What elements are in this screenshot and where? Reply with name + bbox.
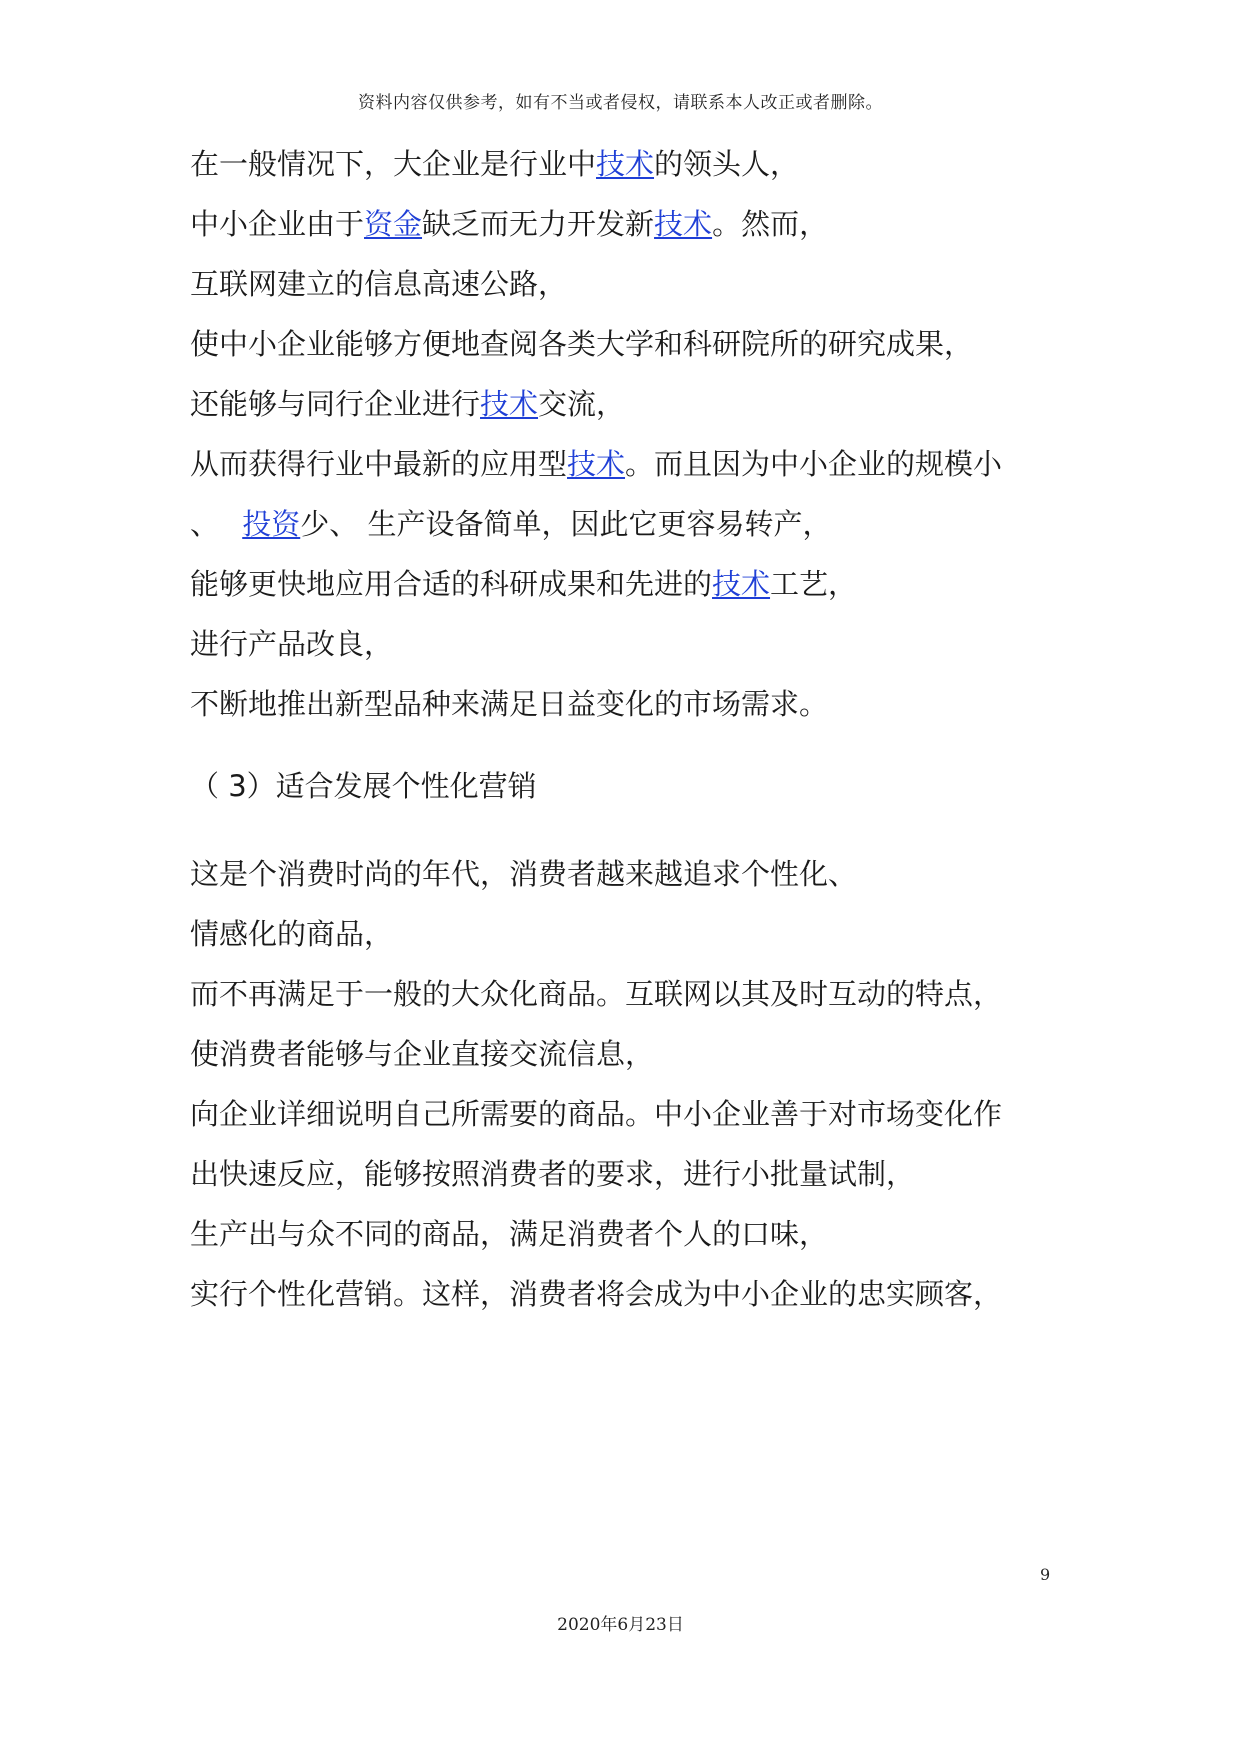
text-run: 缺乏而无力开发新: [422, 207, 655, 241]
text-run: 在一般情况下，大企业是行业中: [190, 147, 597, 181]
text-run: 的领头人，: [654, 147, 800, 181]
paragraph-line: 而不再满足于一般的大众化商品。互联网以其及时互动的特点，: [190, 977, 1003, 1011]
paragraph-line: 实行个性化营销。这样，消费者将会成为中小企业的忠实顾客，: [190, 1277, 1003, 1311]
header-disclaimer: 资料内容仅供参考，如有不当或者侵权，请联系本人改正或者删除。: [358, 93, 883, 113]
paragraph-line: [190, 386, 625, 422]
link-jishu[interactable]: 技术: [712, 567, 771, 601]
paragraph-line: 不断地推出新型品种来满足日益变化的市场需求。: [190, 687, 829, 721]
text-run: 、: [190, 507, 229, 541]
paragraph-line: 生产出与众不同的商品，满足消费者个人的口味，: [190, 1217, 829, 1251]
paragraph-line: [190, 446, 1002, 482]
text-run: 。然而，: [712, 207, 829, 241]
text-run: 。而且因为中小企业的规模小: [625, 447, 1003, 481]
paragraph-line: 出快速反应，能够按照消费者的要求，进行小批量试制，: [190, 1157, 916, 1191]
link-jishu[interactable]: 技术: [567, 447, 626, 481]
paragraph-line: 使中小企业能够方便地查阅各类大学和科研院所的研究成果，: [190, 327, 974, 361]
link-jishu[interactable]: 技术: [596, 147, 655, 181]
link-zijin[interactable]: 资金: [364, 207, 423, 241]
link-touzi[interactable]: 投资: [242, 507, 301, 541]
text-run: 中小企业由于: [190, 207, 365, 241]
paragraph-line: 向企业详细说明自己所需要的商品。中小企业善于对市场变化作: [190, 1097, 1003, 1131]
paragraph-line: 进行产品改良，: [190, 627, 394, 661]
text-run: 少、 生产设备简单，因此它更容易转产，: [300, 507, 832, 541]
paragraph-line: [190, 506, 831, 542]
paragraph-line: [190, 146, 799, 182]
paragraph-line: 这是个消费时尚的年代，消费者越来越追求个性化、: [190, 857, 858, 891]
link-jishu[interactable]: 技术: [654, 207, 713, 241]
text-run: 工艺，: [770, 567, 858, 601]
paragraph-line: 使消费者能够与企业直接交流信息，: [190, 1037, 655, 1071]
text-run: 能够更快地应用合适的科研成果和先进的: [190, 567, 713, 601]
paragraph-line: [190, 206, 828, 242]
paragraph-line: 情感化的商品，: [190, 917, 394, 951]
footer-date: 2020年6月23日: [557, 1615, 684, 1635]
text-run: 还能够与同行企业进行: [190, 387, 481, 421]
paragraph-line: 互联网建立的信息高速公路，: [190, 267, 568, 301]
paragraph-line: [190, 566, 857, 602]
link-jishu[interactable]: 技术: [480, 387, 539, 421]
page-number: 9: [1040, 1565, 1051, 1584]
section-heading: （ 3）适合发展个性化营销: [190, 769, 537, 803]
text-run: 从而获得行业中最新的应用型: [190, 447, 568, 481]
text-run: 交流，: [538, 387, 626, 421]
